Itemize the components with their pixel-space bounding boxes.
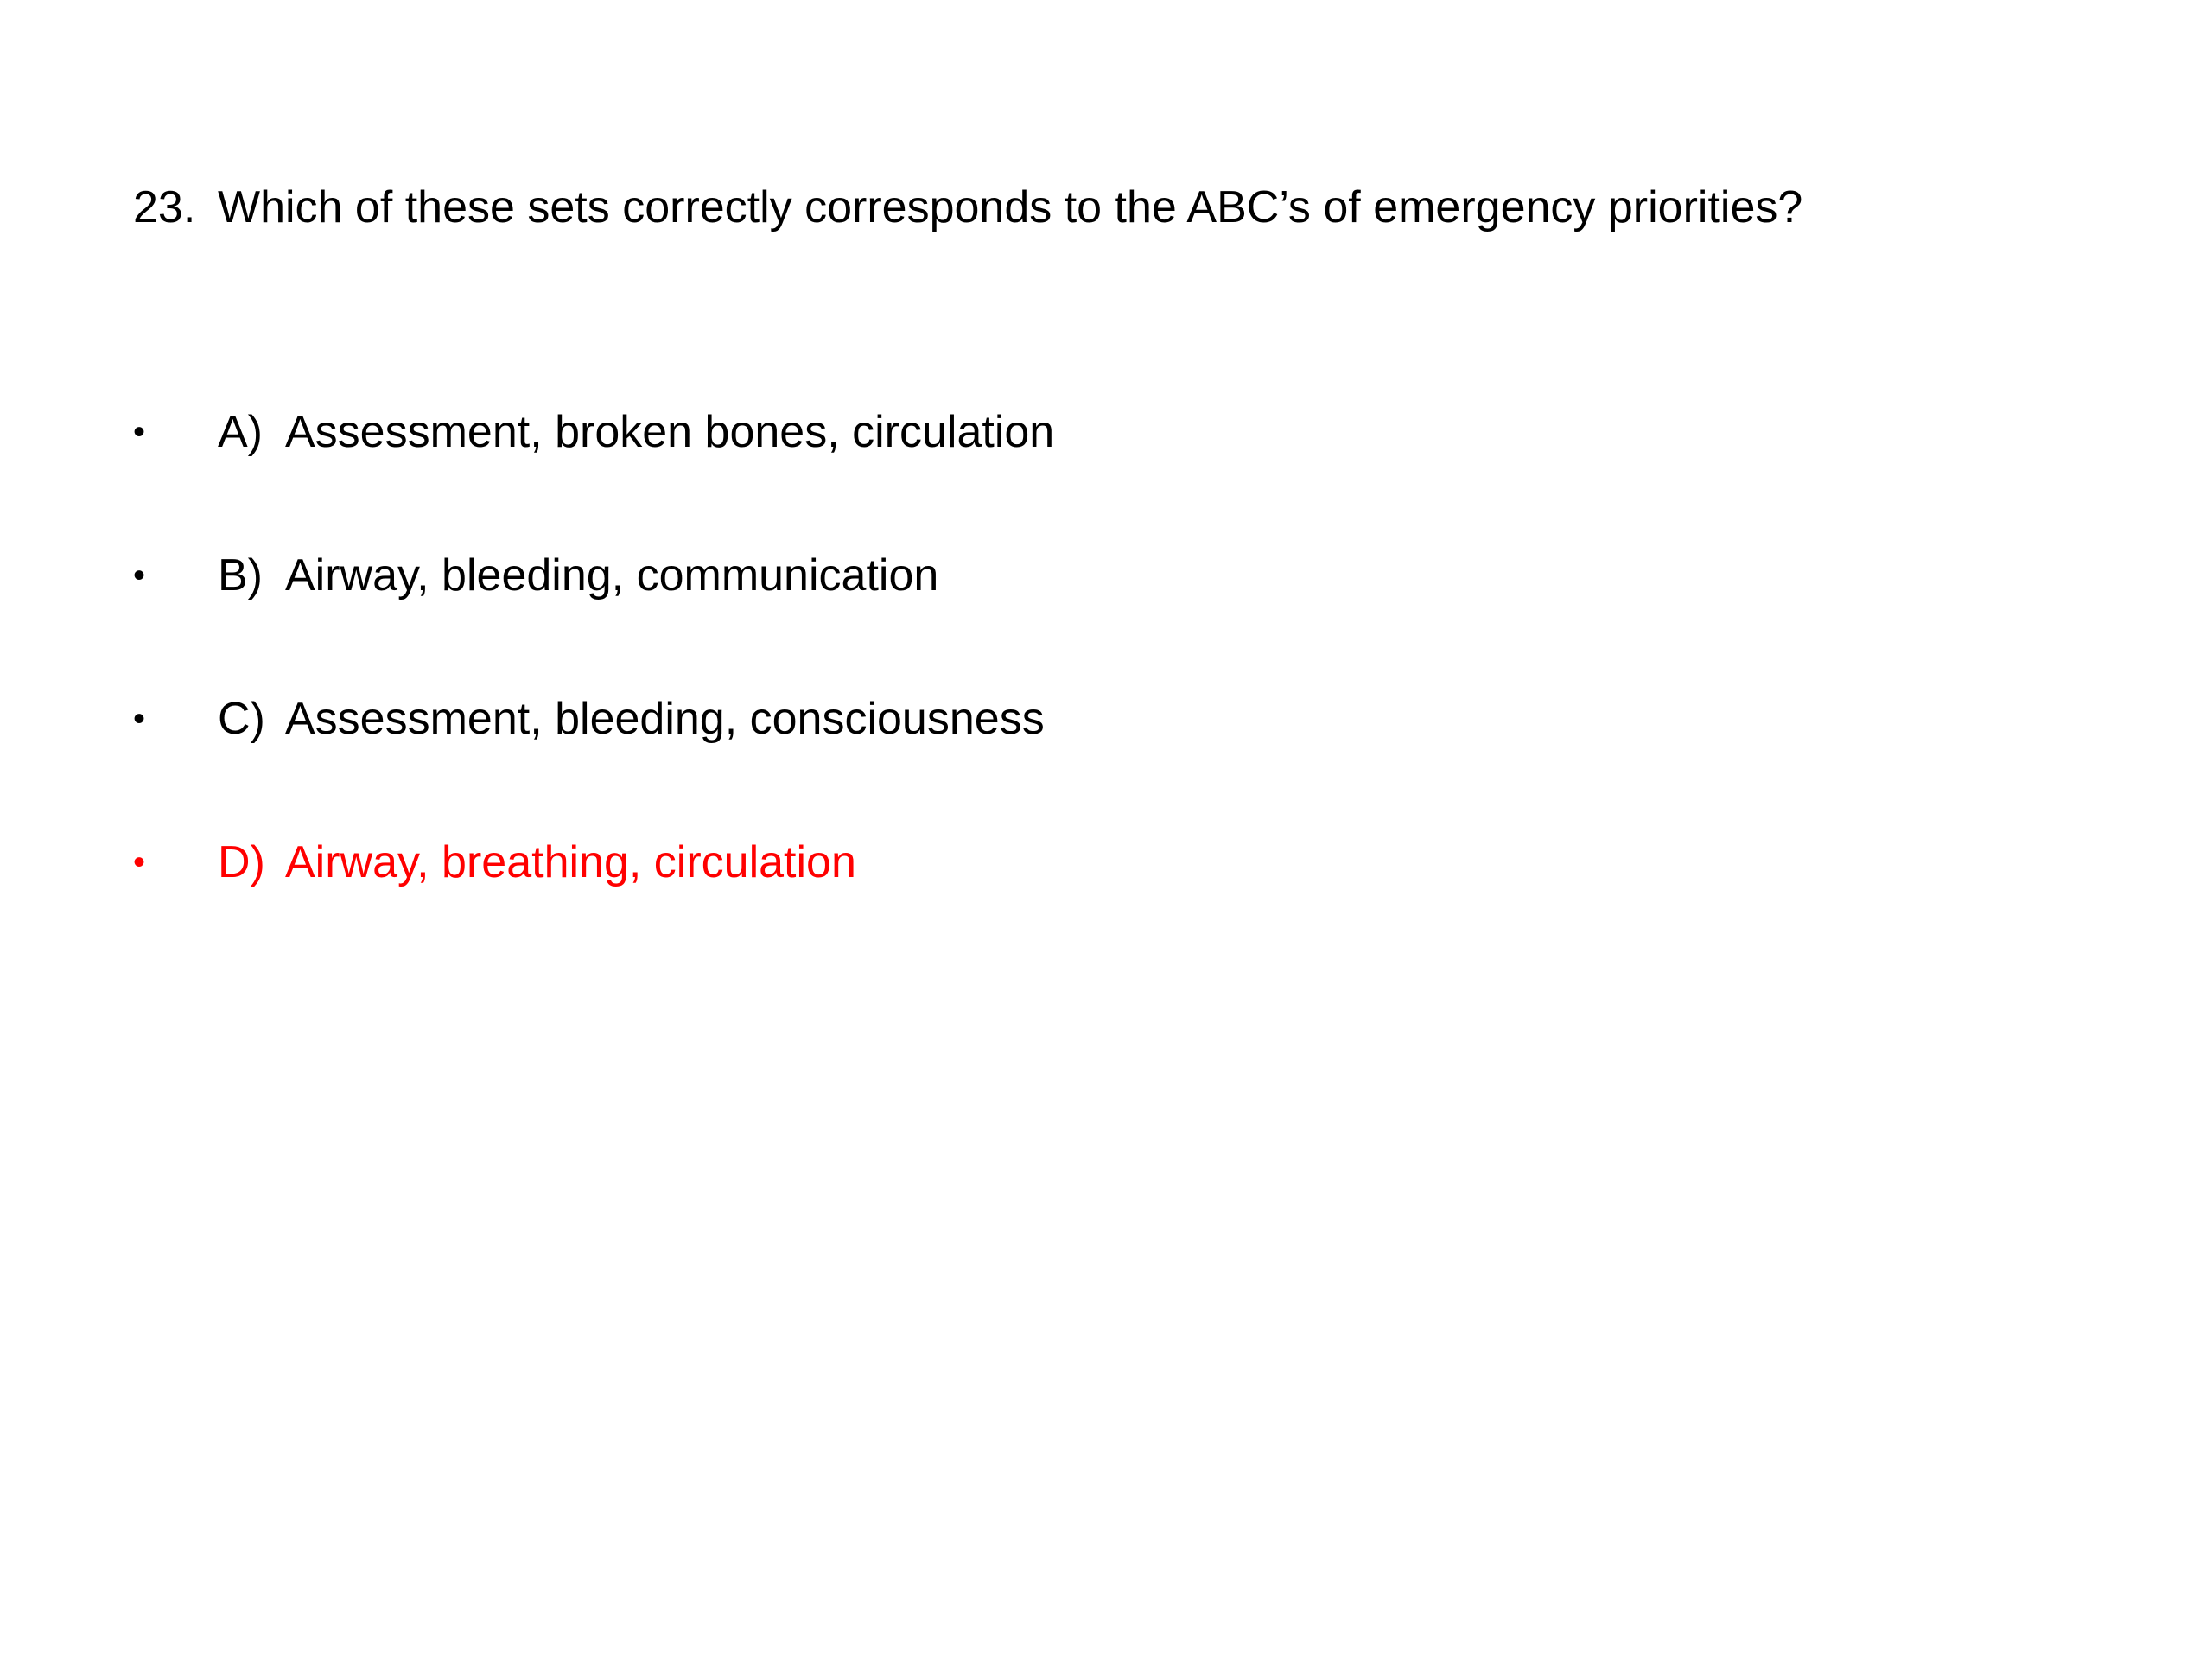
option-a [133, 402, 1054, 545]
bullet-icon: • [133, 843, 146, 881]
option-letter: C) [218, 694, 265, 744]
option-c [133, 689, 1054, 832]
option-text: Airway, bleeding, communication [285, 550, 939, 601]
answer-options [133, 402, 1054, 976]
bullet-icon: • [133, 556, 146, 594]
option-b [133, 545, 1054, 689]
option-letter: D) [218, 837, 265, 887]
bullet-icon: • [133, 413, 146, 451]
question-number: 23. [133, 182, 196, 232]
option-d-correct [133, 832, 1054, 976]
option-text: Assessment, bleeding, consciousness [285, 694, 1045, 744]
option-letter: A) [218, 407, 263, 457]
bullet-icon: • [133, 700, 146, 738]
option-text: Airway, breathing, circulation [285, 837, 856, 887]
option-letter: B) [218, 550, 263, 601]
question-text: Which of these sets correctly corresponds to the ABC’s of emergency priorities? [218, 182, 1803, 232]
option-text: Assessment, broken bones, circulation [285, 407, 1055, 457]
question [133, 177, 1802, 238]
